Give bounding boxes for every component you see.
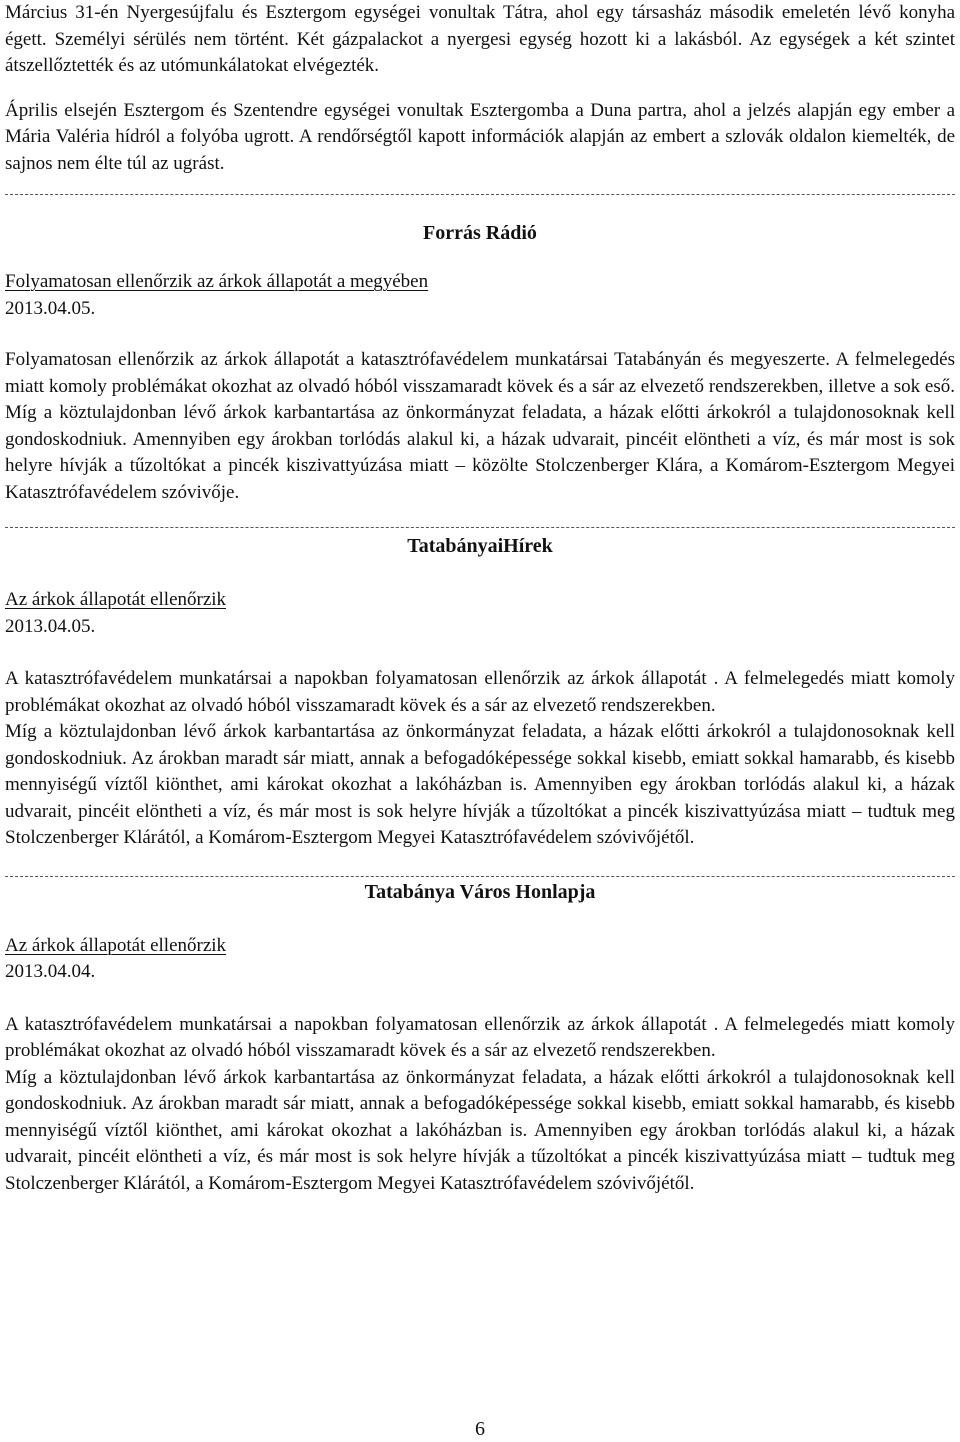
article-tatabanya-varos-honlapja [5, 879, 955, 1198]
article-paragraph: Míg a köztulajdonban lévő árkok karbantartása az önkormányzat feladata, a házak előtti árkokról a tulajdonosoknak kell gondoskodniuk. Az árokban maradt sár miatt, annak a befogadóképessége sokkal kisebb, emiatt sokkal hamarabb, és kisebb mennyiségű víztől kiönthet, ami károkat okozhat a lakóházban is. Amennyiben egy árokban torlódás alakul ki, a házak udvarait, pincéit elöntheti a víz, és már most is sok helyre hívják a tűzoltókat a pincék kiszivattyúzása miatt – tudtuk meg Stolczenberger Klárától, a Komárom-Esztergom Megyei Katasztrófavédelem szóvivőjétől. [5, 721, 955, 848]
article-headline[interactable]: Az árkok állapotát ellenőrzik [5, 934, 227, 956]
article-date: 2013.04.05. [5, 615, 96, 637]
article-headline[interactable]: Az árkok állapotát ellenőrzik [5, 589, 227, 610]
article-tatabanyai-hirek [5, 533, 955, 852]
section-divider [5, 527, 955, 528]
article-source-title: Tatabánya Város Honlapja [364, 880, 596, 903]
article-source-title: TatabányaiHírek [407, 535, 553, 557]
article-forras-radio [5, 220, 955, 506]
intro-paragraph-2: Április elsején Esztergom és Szentendre egységei vonultak Esztergomba a Duna partra, ahol a jelzés alapján egy ember a Mária Valéria hídról a folyóba ugrott. A rendőrségtől kapott információk alapján az embert a szlovák oldalon kiemelték, de sajnos nem élte túl az ugrást. [5, 99, 955, 174]
page-number: 6 [475, 1418, 485, 1440]
section-divider [5, 194, 955, 195]
article-paragraph: Folyamatosan ellenőrzik az árkok állapotát a katasztrófavédelem munkatársai Tatabányán és megyeszerte. A felmelegedés miatt komoly problémákat okozhat az olvadó hóból visszamaradt kövek és a sár az elvezető rendszerekben, illetve a sok eső. Míg a köztulajdonban lévő árkok karbantartása az önkormányzat feladata, a házak előtti árkokról a tulajdonosoknak kell gondoskodniuk. Amennyiben egy árokban torlódás alakul ki, a házak udvarait, pincéit elöntheti a víz, és már most is sok helyre hívják a tűzoltókat a pincék kiszivattyúzása miatt – közölte Stolczenberger Klára, a Komárom-Esztergom Megyei Katasztrófavédelem szóvivője. [5, 349, 955, 503]
article-date: 2013.04.04. [5, 961, 96, 982]
article-headline[interactable]: Folyamatosan ellenőrzik az árkok állapotát a megyében [5, 271, 429, 292]
document-page [5, 0, 955, 1197]
article-date: 2013.04.05. [5, 297, 96, 319]
article-source-title: Forrás Rádió [423, 222, 537, 244]
article-paragraph: A katasztrófavédelem munkatársai a napokban folyamatosan ellenőrzik az árkok állapotát . A felmelegedés miatt komoly problémákat okozhat az olvadó hóból visszamaradt kövek és a sár az elvezető rendszerekben. [5, 1013, 955, 1061]
article-paragraph: Míg a köztulajdonban lévő árkok karbantartása az önkormányzat feladata, a házak előtti árkokról a tulajdonosoknak kell gondoskodniuk. Az árokban maradt sár miatt, annak a befogadóképessége sokkal kisebb, emiatt sokkal hamarabb, és kisebb mennyiségű víztől kiönthet, ami károkat okozhat a lakóházban is. Amennyiben egy árokban torlódás alakul ki, a házak udvarait, pincéit elöntheti a víz, és már most is sok helyre hívják a tűzoltókat a pincék kiszivattyúzása miatt – tudtuk meg Stolczenberger Klárától, a Komárom-Esztergom Megyei Katasztrófavédelem szóvivőjétől. [5, 1066, 955, 1194]
article-paragraph: A katasztrófavédelem munkatársai a napokban folyamatosan ellenőrzik az árkok állapotát . A felmelegedés miatt komoly problémákat okozhat az olvadó hóból visszamaradt kövek és a sár az elvezető rendszerekben. [5, 668, 955, 716]
intro-paragraph-1: Március 31-én Nyergesújfalu és Esztergom egységei vonultak Tátra, ahol egy társasház második emeletén lévő konyha égett. Személyi sérülés nem történt. Két gázpalackot a nyergesi egység hozott ki a lakásból. Az egységek a két szintet átszellőztették és az utómunkálatokat elvégezték. [5, 2, 955, 76]
section-divider [5, 876, 955, 877]
